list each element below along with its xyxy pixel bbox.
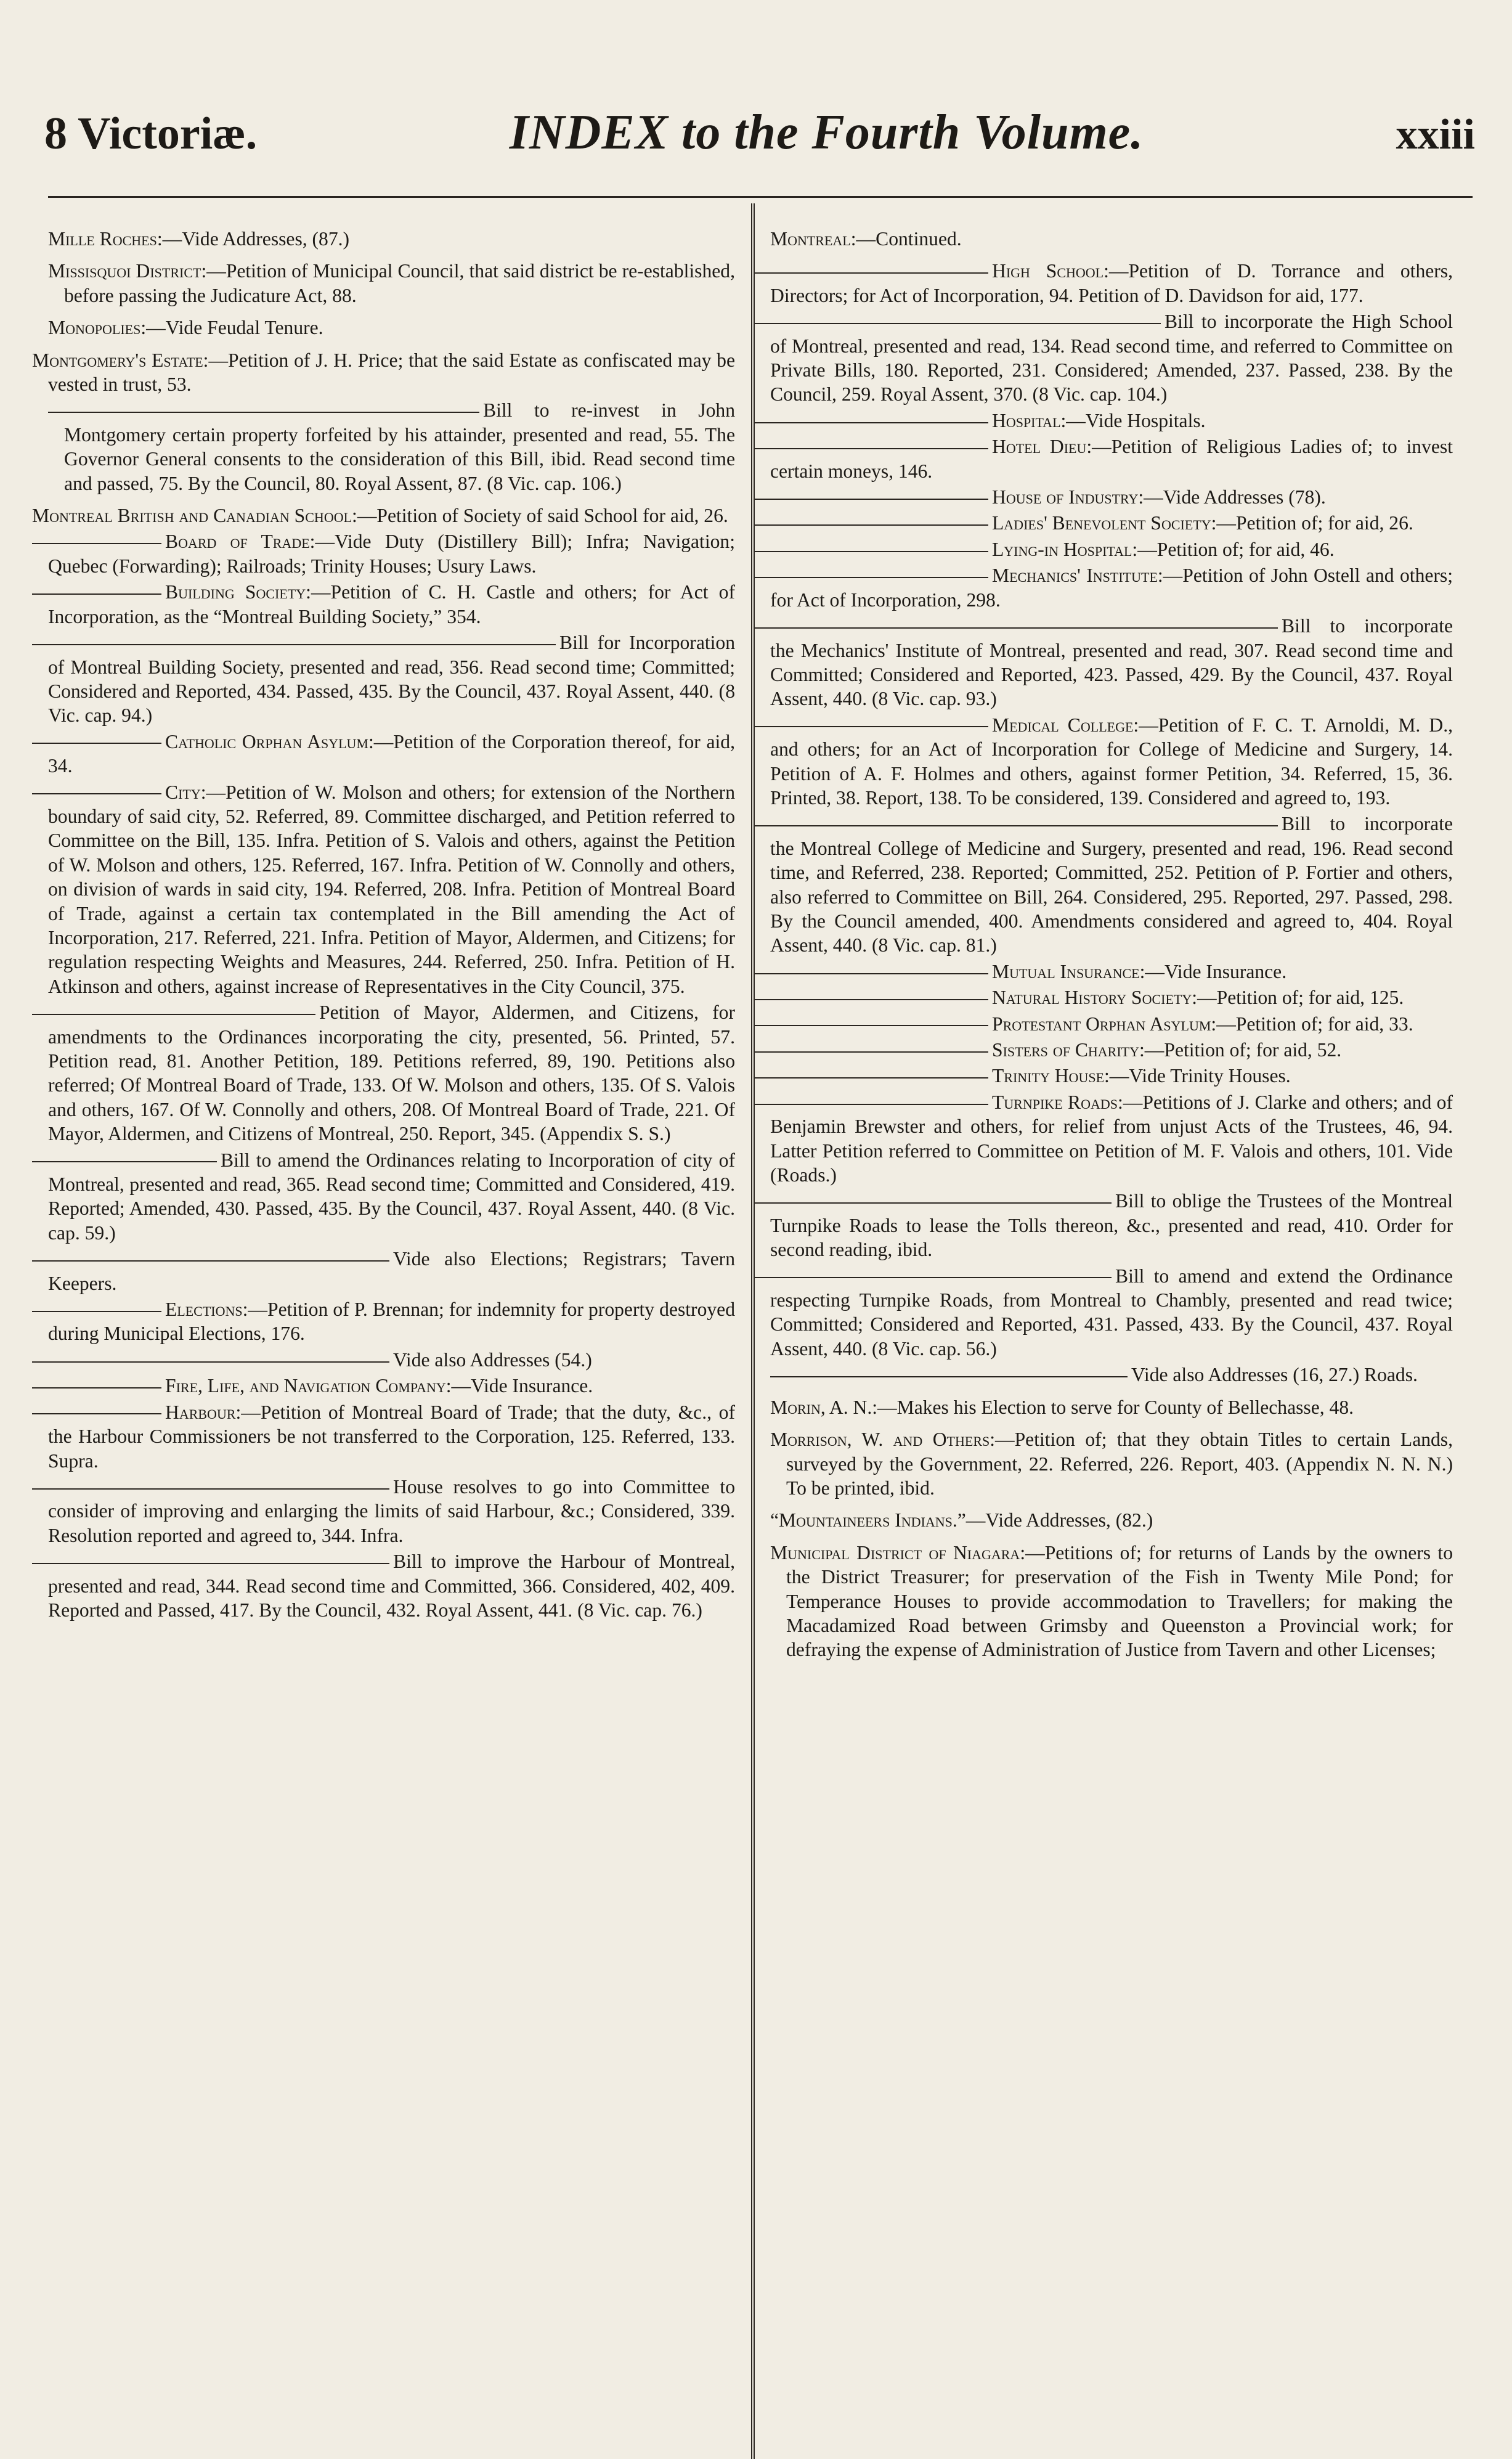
index-subentry: Protestant Orphan Asylum:—Petition of; for aid, 33. [770, 1012, 1453, 1036]
index-entry: “Mountaineers Indians.”—Vide Addresses, (82.) [770, 1509, 1153, 1531]
index-entry: Monopolies:—Vide Feudal Tenure. [48, 317, 323, 339]
index-subentry: Bill to re-invest in John Montgomery certain property forfeited by his attainder, presented and read, 55. The Governor General consents to the consideration of this Bill, ibid. Read second time and passed, 75. By the Council, 80. Royal Assent, 87. (8 Vic. cap. 106.) [48, 398, 735, 495]
index-subentry: Sisters of Charity:—Petition of; for aid, 52. [770, 1038, 1453, 1062]
index-subentry: Bill to incorporate the Montreal College of Medicine and Surgery, presented and read, 196. Read second time, and Referred, 238. Reported; Committed, 252. Petition of P. Fortier and others, also referred to Committee on Bill, 264. Considered, 295. Reported, 297. Passed, 298. By the Council amended, 400. Amendments considered and agreed to, 404. Royal Assent, 440. (8 Vic. cap. 81.) [770, 812, 1453, 957]
index-subentry: Lying-in Hospital:—Petition of; for aid, 46. [770, 537, 1453, 561]
index-subentry: Medical College:—Petition of F. C. T. Arnoldi, M. D., and others; for an Act of Incorporation for College of Medicine and Surgery, 14. Petition of A. F. Holmes and others, against former Petition, 34. Referred, 15, 36. Printed, 38. Report, 138. To be considered, 139. Considered and agreed to, 193. [770, 713, 1453, 810]
index-entry: Morin, A. N.:—Makes his Election to serve for County of Bellechasse, 48. [770, 1396, 1354, 1418]
index-subentry: Vide also Elections; Registrars; Tavern Keepers. [48, 1247, 735, 1295]
header-title: INDEX to the Fourth Volume. [509, 105, 1144, 160]
index-subentry: Bill to amend and extend the Ordinance respecting Turnpike Roads, from Montreal to Chambly, presented and read twice; Committed; Considered and Reported, 431. Passed, 433. By the Council, 437. Royal Assent, 440. (8 Vic. cap. 56.) [770, 1264, 1453, 1361]
index-subentry: Board of Trade:—Vide Duty (Distillery Bill); Infra; Navigation; Quebec (Forwarding); Railroads; Trinity Houses; Usury Laws. [48, 529, 735, 578]
index-subentry: Turnpike Roads:—Petitions of J. Clarke and others; and of Benjamin Brewster and others, for relief from unjust Acts of the Trustees, 46, 94. Latter Petition referred to Committee on Petition of M. F. Valois and others, 101. Vide (Roads.) [770, 1090, 1453, 1188]
index-subentry: Vide also Addresses (16, 27.) Roads. [770, 1363, 1453, 1387]
index-subentry: High School:—Petition of D. Torrance and others, Directors; for Act of Incorporation, 94. Petition of D. Davidson for aid, 177. [770, 259, 1453, 308]
index-entry: Mille Roches:—Vide Addresses, (87.) [48, 228, 350, 250]
index-subentry: Bill for Incorporation of Montreal Building Society, presented and read, 356. Read second time; Committed; Considered and Reported, 434. Passed, 435. By the Council, 437. Royal Assent, 440. (8 Vic. cap. 94.) [48, 630, 735, 728]
index-entry: Montreal:—Continued. [770, 228, 962, 250]
index-subentry: Harbour:—Petition of Montreal Board of Trade; that the duty, &c., of the Harbour Commissioners be not transferred to the Corporation, 125. Referred, 133. Supra. [48, 1400, 735, 1473]
index-subentry: Bill to amend the Ordinances relating to Incorporation of city of Montreal, presented and read, 365. Read second time; Committed and Considered, 419. Reported; Amended, 430. Passed, 435. By the Council, 437. Royal Assent, 440. (8 Vic. cap. 59.) [48, 1148, 735, 1246]
index-subentry: Elections:—Petition of P. Brennan; for indemnity for property destroyed during Municipal Elections, 176. [48, 1297, 735, 1346]
index-subentry: Hospital:—Vide Hospitals. [770, 409, 1453, 433]
index-subentry: Vide also Addresses (54.) [48, 1348, 735, 1372]
index-subentry: Ladies' Benevolent Society:—Petition of; for aid, 26. [770, 511, 1453, 535]
index-subentry: Bill to improve the Harbour of Montreal, presented and read, 344. Read second time and Committed, 366. Considered, 402, 409. Reported and Passed, 417. By the Council, 432. Royal Assent, 441. (8 Vic. cap. 76.) [48, 1549, 735, 1622]
index-subentry: Building Society:—Petition of C. H. Castle and others; for Act of Incorporation, as the “Montreal Building Society,” 354. [48, 580, 735, 629]
index-subentry: House of Industry:—Vide Addresses (78). [770, 485, 1453, 509]
index-subentry: Bill to incorporate the High School of Montreal, presented and read, 134. Read second time, and referred to Committee on Private Bills, 180. Reported, 231. Considered; Amended, 237. Passed, 238. By the Council, 259. Royal Assent, 370. (8 Vic. cap. 104.) [770, 309, 1453, 407]
header-page-number: xxiii [1396, 111, 1475, 158]
header-rule [48, 196, 1473, 198]
index-entry: Montgomery's Estate:—Petition of J. H. Price; that the said Estate as confiscated may be vested in trust, 53. [32, 349, 735, 396]
index-subentry: Hotel Dieu:—Petition of Religious Ladies of; to invest certain moneys, 146. [770, 434, 1453, 483]
index-subentry: Mutual Insurance:—Vide Insurance. [770, 960, 1453, 984]
index-entry: Municipal District of Niagara:—Petitions of; for returns of Lands by the owners to the District Treasurer; for preservation of the Fish in Twenty Mile Pond; for Temperance Houses to provide accommodation to Travellers; for making the Macadamized Road between Grimsby and Queenston a Provincial work; for defraying the expense of Administration of Justice from Tavern and other Licenses; [770, 1541, 1453, 1661]
index-subentry: House resolves to go into Committee to consider of improving and enlarging the limits of said Harbour, &c.; Considered, 339. Resolution reported and agreed to, 344. Infra. [48, 1475, 735, 1548]
index-subentry: Bill to oblige the Trustees of the Montreal Turnpike Roads to lease the Tolls thereon, &c., presented and read, 410. Order for second reading, ibid. [770, 1189, 1453, 1262]
right-column [770, 227, 1453, 1670]
index-subentry: City:—Petition of W. Molson and others; for extension of the Northern boundary of said city, 52. Referred, 89. Committee discharged, and Petition referred to Committee on the Bill, 135. Infra. Petition of S. Valois and others, against the Petition of W. Molson and others, 125. Referred, 167. Infra. Petition of W. Connolly and others, on division of wards in said city, 194. Referred, 208. Infra. Petition of Montreal Board of Trade, against a certain tax contemplated in the Bill amending the Act of Incorporation, 217. Referred, 221. Infra. Petition of Mayor, Aldermen, and Citizens; for regulation respecting Weights and Measures, 244. Referred, 250. Infra. Petition of H. Atkinson and others, against increase of Representatives in the City Council, 375. [48, 780, 735, 999]
index-subentry: Petition of Mayor, Aldermen, and Citizens, for amendments to the Ordinances incorporating the city, presented, 56. Printed, 57. Petition read, 81. Another Petition, 189. Petitions referred, 89, 190. Petitions also referred; Of Montreal Board of Trade, 133. Of W. Molson and others, 135. Of S. Valois and others, 167. Of W. Connolly and others, 208. Of Montreal Board of Trade, 221. Of Mayor, Aldermen, and Citizens of Montreal, 250. Report, 345. (Appendix S. S.) [48, 1000, 735, 1146]
left-column [32, 227, 735, 1624]
page-header [44, 105, 1475, 173]
header-session: 8 Victoriæ. [44, 108, 258, 159]
index-subentry: Catholic Orphan Asylum:—Petition of the Corporation thereof, for aid, 34. [48, 730, 735, 778]
index-subentry: Natural History Society:—Petition of; for aid, 125. [770, 985, 1453, 1009]
index-subentry: Bill to incorporate the Mechanics' Institute of Montreal, presented and read, 307. Read second time and Committed; Considered and Reported, 423. Passed, 429. By the Council, 437. Royal Assent, 440. (8 Vic. cap. 93.) [770, 614, 1453, 711]
index-subentry: Fire, Life, and Navigation Company:—Vide Insurance. [48, 1374, 735, 1398]
index-entry: Missisquoi District:—Petition of Municipal Council, that said district be re-established, before passing the Judicature Act, 88. [48, 260, 735, 306]
index-subentry: Mechanics' Institute:—Petition of John Ostell and others; for Act of Incorporation, 298. [770, 563, 1453, 612]
index-entry: Morrison, W. and Others:—Petition of; that they obtain Titles to certain Lands, surveyed by the Government, 22. Referred, 226. Report, 403. (Appendix N. N. N.) To be printed, ibid. [770, 1429, 1453, 1499]
index-entry: Montreal British and Canadian School:—Petition of Society of said School for aid, 26. [32, 505, 728, 527]
index-subentry: Trinity House:—Vide Trinity Houses. [770, 1064, 1453, 1088]
